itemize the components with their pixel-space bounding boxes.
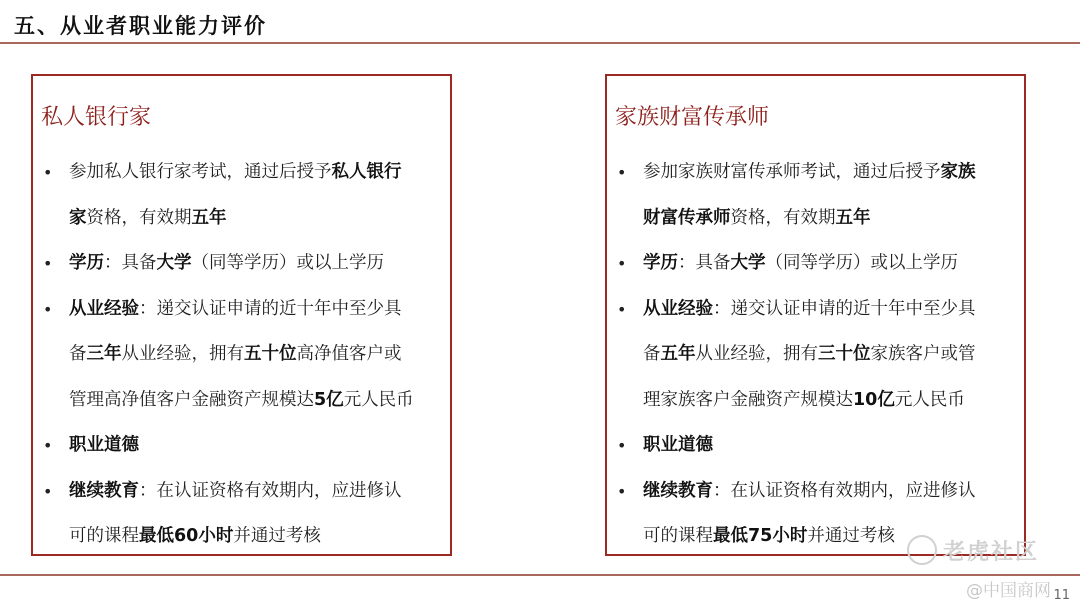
bullet-line	[41, 332, 444, 378]
emphasis-text: 家	[69, 207, 87, 228]
emphasis-text: 财富传承师	[643, 207, 731, 228]
bullet-text: 从业经验，拥有	[121, 344, 244, 364]
emphasis-text: 最低75小时	[713, 526, 808, 546]
bullet-dot-icon: •	[43, 163, 53, 182]
emphasis-text: 最低60小时	[139, 526, 234, 546]
bullet-line	[41, 423, 444, 469]
card-private-banker	[31, 74, 452, 556]
bullet-list	[41, 150, 444, 560]
bullet-text: （同等学历）或以上学历	[765, 253, 958, 273]
bullet-line	[615, 378, 1018, 424]
emphasis-text: 10亿	[853, 389, 895, 410]
watermark-source: @中国商网	[966, 581, 1051, 601]
bullet-line	[615, 241, 1018, 287]
card-title: 家族财富传承师	[615, 105, 770, 130]
emphasis-text: 三年	[86, 344, 122, 364]
bullet-dot-icon: •	[43, 481, 53, 501]
tiger-logo-icon	[907, 535, 937, 565]
bullet-text: 备	[643, 344, 661, 364]
bullet-dot-icon: •	[617, 436, 627, 455]
emphasis-text: 从业经验	[69, 298, 139, 319]
bullet-text: 并通过考核	[233, 526, 321, 546]
bullet-text: 理家族客户金融资产规模达	[643, 389, 853, 410]
emphasis-text: 五年	[660, 344, 696, 364]
watermark	[907, 535, 1039, 568]
bullet-line	[615, 469, 1018, 515]
emphasis-text: 大学	[730, 253, 766, 273]
emphasis-text: 三十位	[818, 344, 871, 364]
bullet-dot-icon: •	[43, 436, 53, 455]
bullet-line	[615, 287, 1018, 333]
emphasis-text: 从业经验	[643, 298, 713, 319]
bullet-text: 资格，有效期	[730, 207, 836, 228]
bullet-text: （同等学历）或以上学历	[191, 253, 384, 273]
bullet-line	[41, 469, 444, 515]
emphasis-text: 继续教育	[643, 480, 713, 501]
emphasis-text: 私人银行	[331, 162, 402, 182]
bullet-text: 参加私人银行家考试，通过后授予	[69, 162, 332, 182]
bullet-text: ：在认证资格有效期内，应进修认	[713, 480, 976, 501]
header-divider	[0, 42, 1080, 44]
emphasis-text: 职业道德	[69, 435, 139, 455]
bullet-text: 备	[69, 344, 87, 364]
bullet-text: ：具备	[678, 253, 731, 273]
emphasis-text: 学历	[643, 253, 678, 273]
bullet-line	[615, 423, 1018, 469]
page-title: 五、从业者职业能力评价	[14, 13, 267, 38]
bullet-line	[41, 241, 444, 287]
bullet-text: ：具备	[104, 253, 157, 273]
bullet-line	[41, 378, 444, 424]
watermark-text: 老虎社区	[943, 540, 1040, 565]
emphasis-text: 五年	[835, 207, 871, 228]
bullet-text: 参加家族财富传承师考试，通过后授予	[643, 162, 941, 182]
page-number: 11	[1053, 588, 1070, 603]
bullet-dot-icon: •	[43, 254, 53, 273]
bullet-line	[41, 514, 444, 560]
bullet-line	[615, 150, 1018, 196]
emphasis-text: 五十位	[244, 344, 297, 364]
bullet-text: 并通过考核	[807, 526, 895, 546]
bullet-text: ：递交认证申请的近十年中至少具	[713, 298, 976, 319]
bullet-line	[41, 150, 444, 196]
bullet-text: 从业经验，拥有	[695, 344, 818, 364]
bullet-text: ：在认证资格有效期内，应进修认	[139, 480, 402, 501]
emphasis-text: 职业道德	[643, 435, 713, 455]
card-family-wealth-heir	[605, 74, 1026, 556]
bullet-text: 资格，有效期	[86, 207, 192, 228]
bullet-line	[41, 196, 444, 242]
bullet-list	[615, 150, 1018, 560]
emphasis-text: 家族	[940, 162, 976, 182]
bullet-line	[41, 287, 444, 333]
bullet-line	[615, 196, 1018, 242]
bullet-text: 家族客户或管	[870, 344, 976, 364]
bullet-text: 元人民币	[894, 389, 965, 410]
bullet-text: 可的课程	[643, 526, 713, 546]
emphasis-text: 五年	[191, 207, 227, 228]
bullet-dot-icon: •	[617, 163, 627, 182]
bullet-dot-icon: •	[617, 299, 627, 319]
bullet-text: 可的课程	[69, 526, 139, 546]
bullet-text: 高净值客户或	[296, 344, 402, 364]
bullet-dot-icon: •	[43, 299, 53, 319]
bullet-text: 元人民币	[343, 389, 414, 410]
card-title: 私人银行家	[41, 105, 152, 130]
emphasis-text: 学历	[69, 253, 104, 273]
bullet-text: ：递交认证申请的近十年中至少具	[139, 298, 402, 319]
bullet-dot-icon: •	[617, 254, 627, 273]
emphasis-text: 大学	[156, 253, 192, 273]
bullet-line	[615, 332, 1018, 378]
emphasis-text: 继续教育	[69, 480, 139, 501]
emphasis-text: 5亿	[314, 389, 344, 410]
footer-divider	[0, 574, 1080, 576]
bullet-text: 管理高净值客户金融资产规模达	[69, 389, 314, 410]
bullet-dot-icon: •	[617, 481, 627, 501]
